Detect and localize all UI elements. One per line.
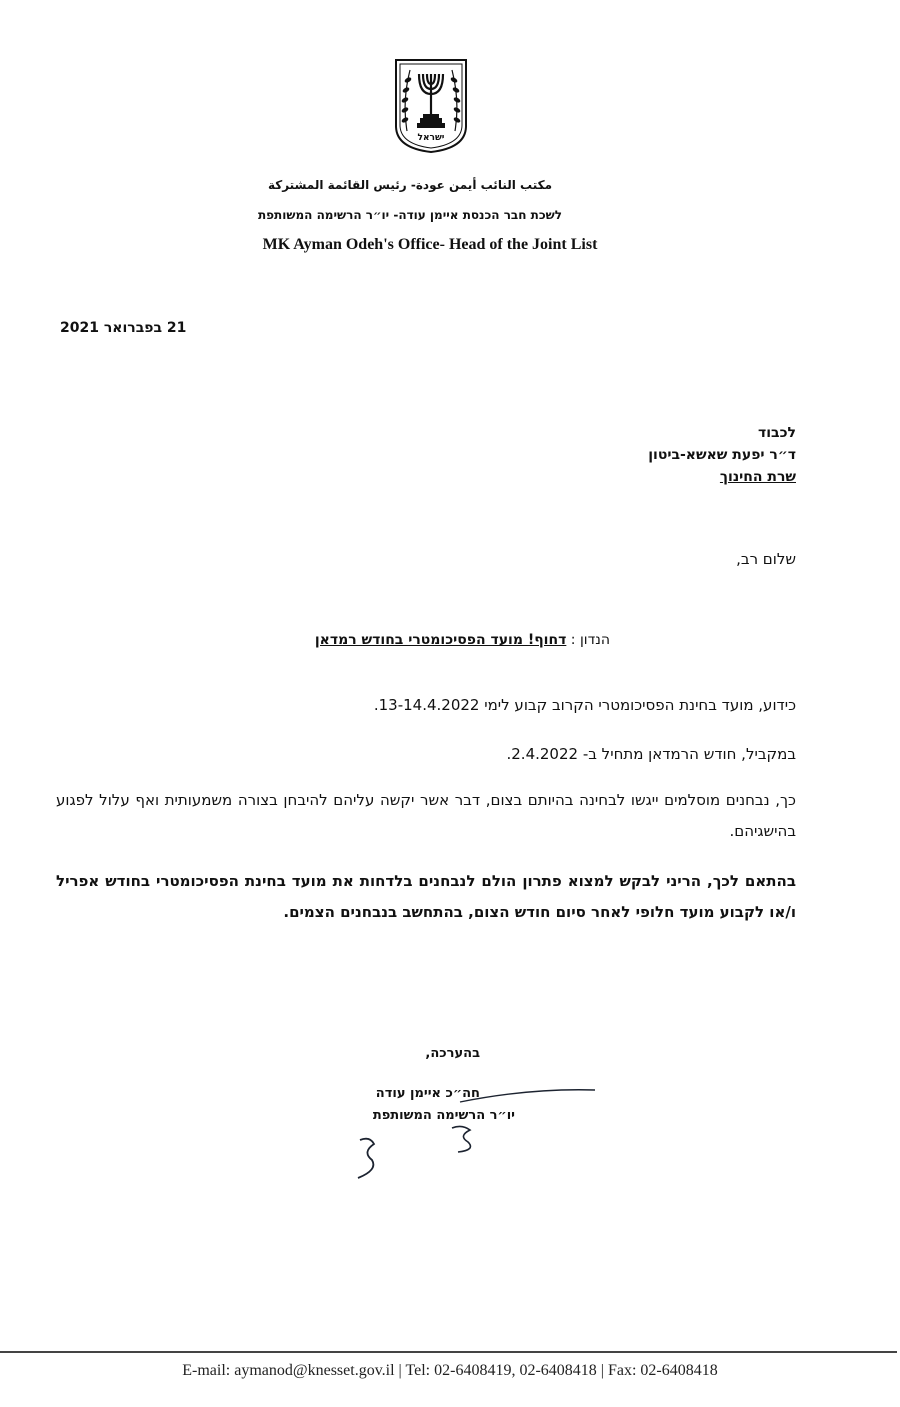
letterhead-hebrew-line: לשכת חבר הכנסת איימן עודה- יו״ר הרשימה המשותפת — [257, 208, 563, 222]
footer-contact: E-mail: aymanod@knesset.gov.il | Tel: 02-6408419, 02-6408418 | Fax: 02-6408418 — [182, 1362, 718, 1379]
letter-date: 21 בפברואר 2021 — [60, 320, 187, 336]
signer-name: חה״כ איימן עודה — [375, 1086, 480, 1101]
letterhead-arabic-line: مكتب النائب أيمن عودة- رئيس القائمة المشتركة — [267, 178, 553, 192]
footer-divider — [0, 1351, 897, 1353]
greeting: שלום רב, — [736, 550, 796, 568]
subject-line — [210, 632, 610, 648]
signer-title: יו״ר הרשימה המשותפת — [372, 1108, 515, 1123]
recipient-title: שרת החינוך — [719, 469, 796, 485]
recipient-name: ד״ר יפעת שאשא-ביטון — [648, 447, 796, 463]
body-paragraph-2: במקביל, חודש הרמדאן מתחיל ב- 2.4.2022. — [506, 745, 796, 763]
letterhead-english-line: MK Ayman Odeh's Office- Head of the Joint List — [262, 236, 598, 253]
svg-text:ישראל: ישראל — [417, 133, 445, 143]
emblem-of-israel-logo — [392, 56, 470, 154]
body-paragraph-3: כך, נבחנים מוסלמים ייגשו לבחינה בהיותם בצום, דבר אשר יקשה עליהם להיבחן בצורה משמעותית ואף עלול לפגוע בהישגיהם. — [56, 791, 796, 840]
handwritten-signature — [340, 1080, 600, 1190]
body-paragraph-4: בהתאם לכך, הריני לבקש למצוא פתרון הולם לנבחנים בלדחות את מועד בחינת הפסיכומטרי בחודש אפריל ו/או לקבוע מועד חלופי לאחר סיום חודש הצום, בהתחשב בנבחנים הצמים. — [56, 872, 796, 921]
body-paragraph-1: כידוע, מועד בחינת הפסיכומטרי הקרוב קבוע לימי 13-14.4.2022. — [373, 696, 796, 714]
subject-label: הנדון : — [570, 632, 610, 648]
closing-regards: בהערכה, — [425, 1046, 480, 1061]
subject-value: דחוף! מועד הפסיכומטרי בחודש רמדאן — [314, 632, 567, 648]
recipient-salutation: לכבוד — [758, 425, 796, 441]
